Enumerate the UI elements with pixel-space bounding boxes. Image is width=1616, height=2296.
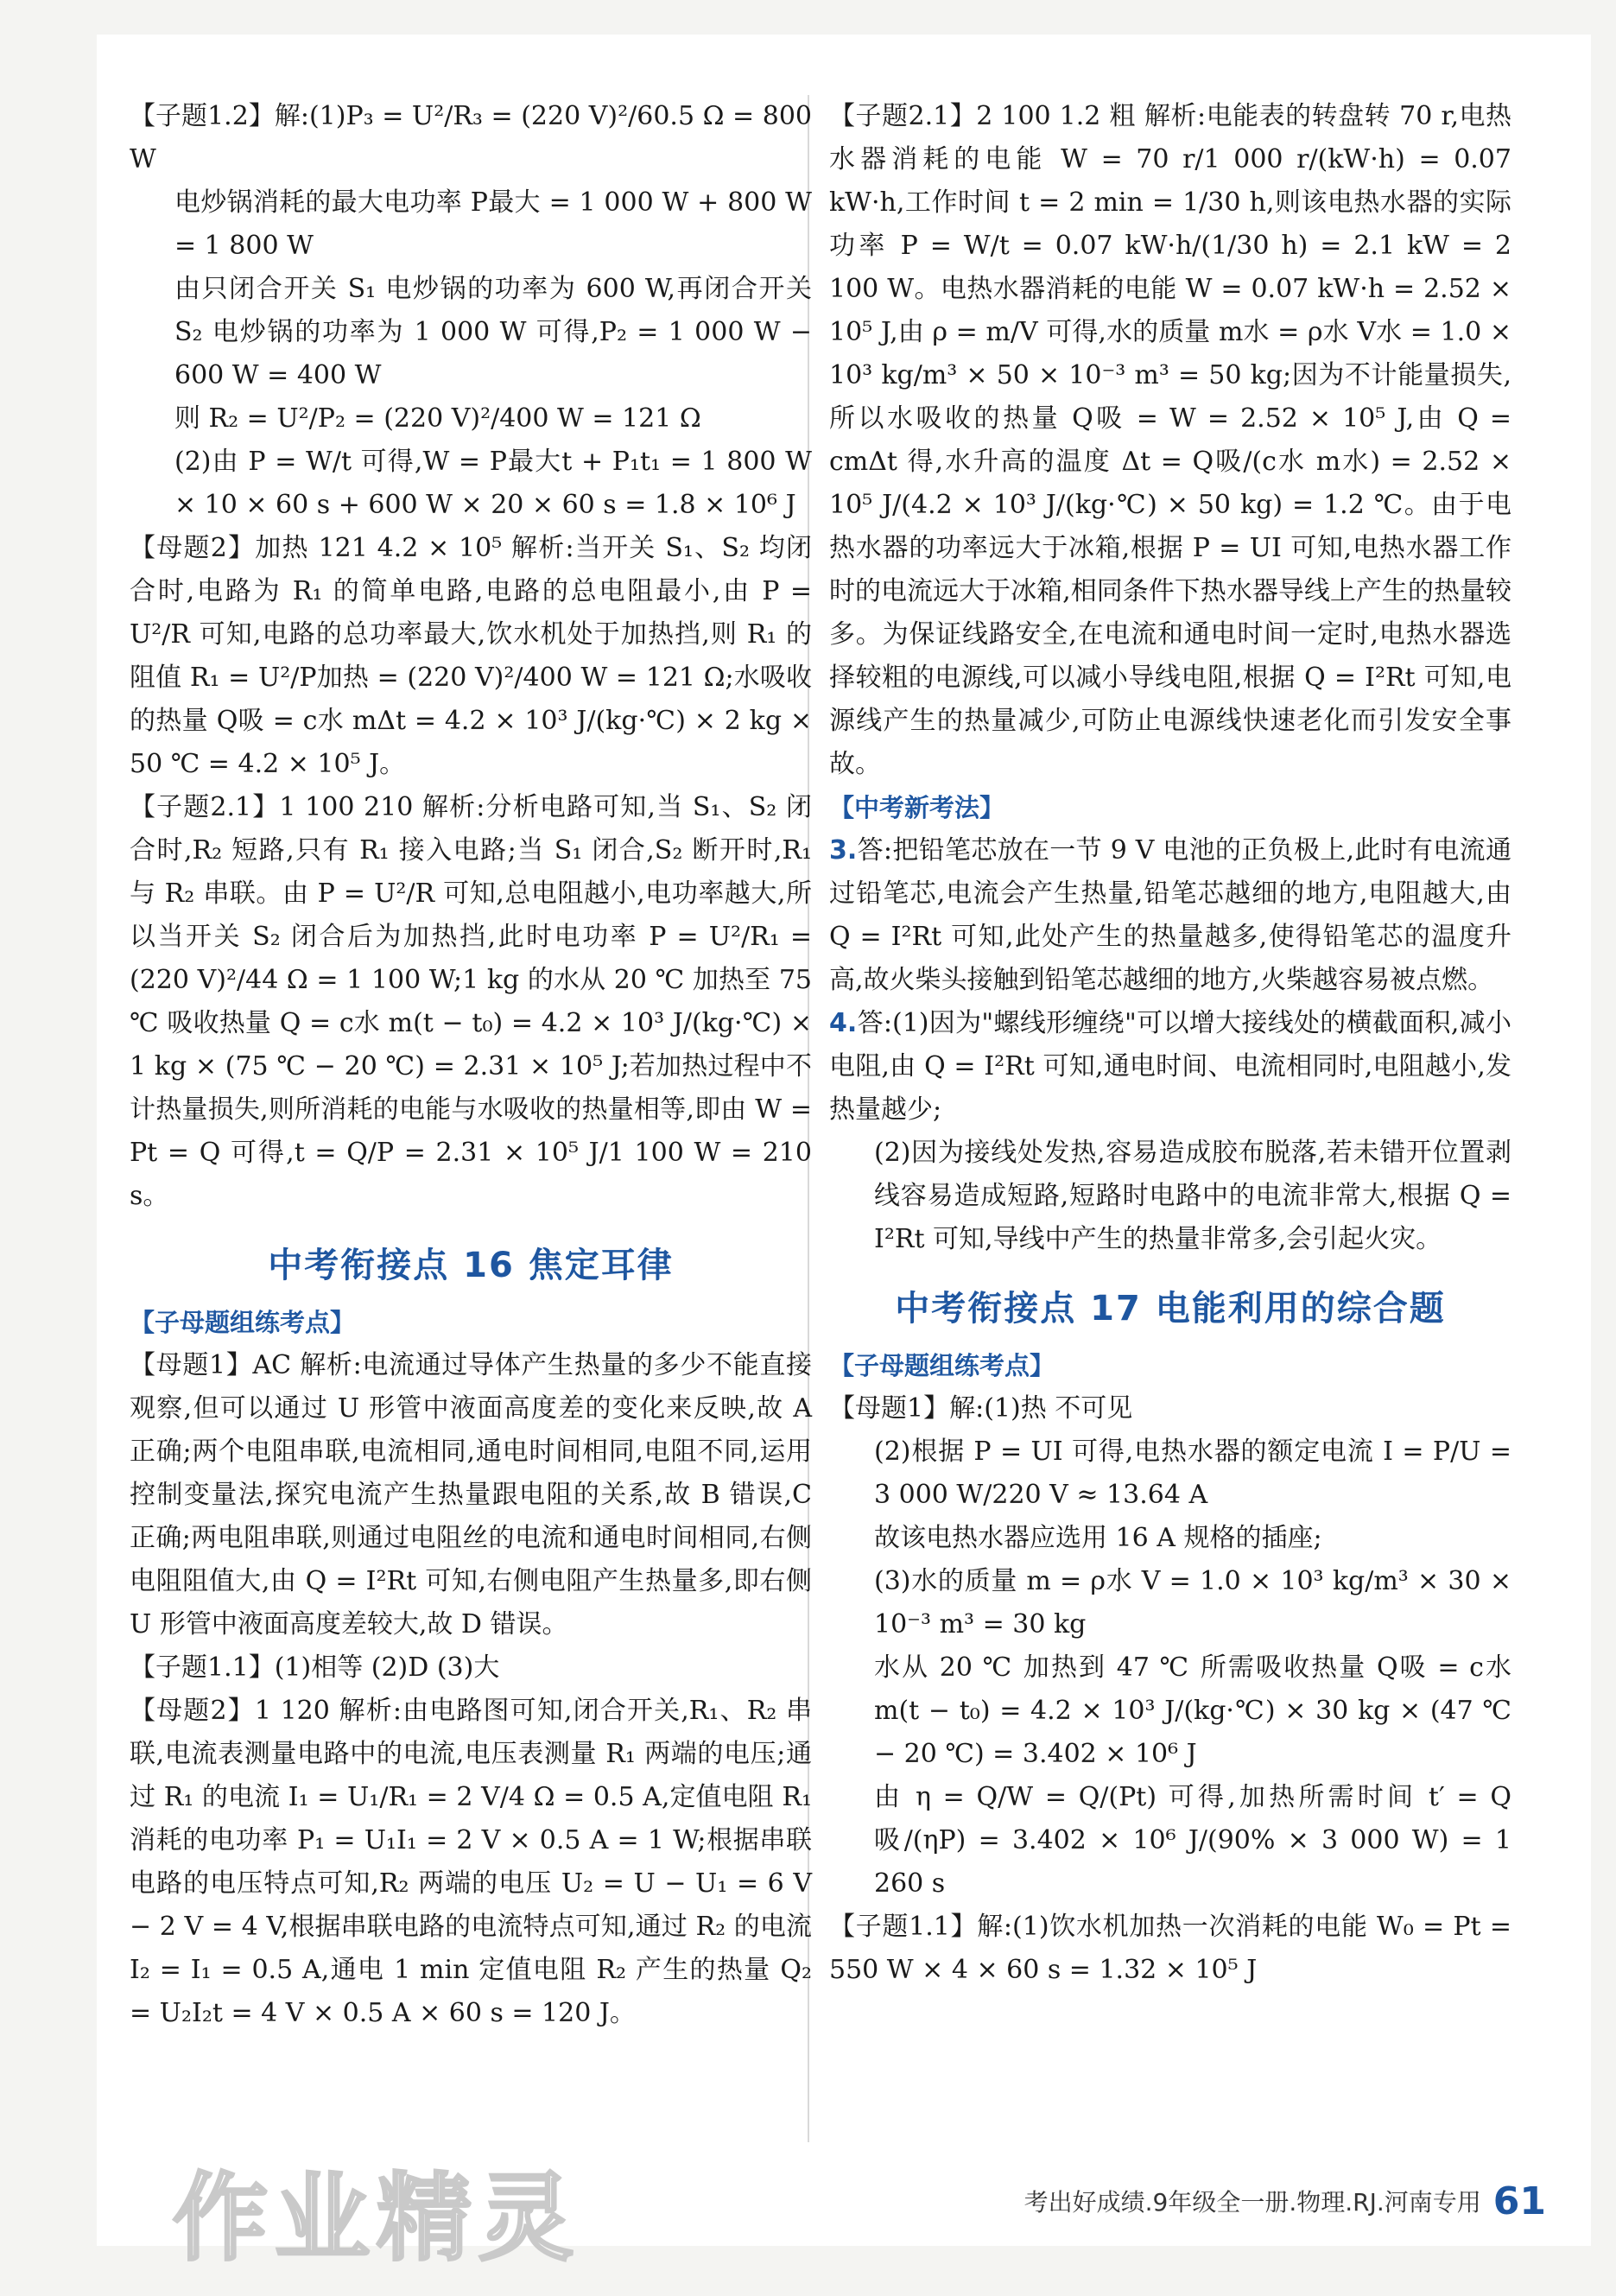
left-column <box>130 95 812 2035</box>
answer-paragraph: (3)水的质量 m = ρ水 V = 1.0 × 10³ kg/m³ × 30 × 10⁻³ m³ = 30 kg <box>874 1566 1511 1640</box>
answer-subquestion-1-1-right: 【子题1.1】解:(1)饮水机加热一次消耗的电能 W₀ = Pt = 550 W × 4 × 60 s = 1.32 × 10⁵ J <box>829 1912 1511 1985</box>
right-column <box>829 95 1511 1992</box>
answer-mother-question-1-right: 【母题1】解:(1)热 不可见 <box>829 1393 1133 1424</box>
answer-subquestion-1-1: 【子题1.1】(1)相等 (2)D (3)大 <box>130 1652 500 1683</box>
answer-paragraph: 水从 20 ℃ 加热到 47 ℃ 所需吸收热量 Q吸 = c水 m(t − t₀) = 4.2 × 10³ J/(kg·℃) × 30 kg × (47 ℃ − 20 ℃) = 3.402 × 10⁶ J <box>874 1652 1511 1769</box>
section-title-16: 中考衔接点 16 焦定耳律 <box>268 1246 674 1285</box>
answer-mother-question-1: 【母题1】AC 解析:电流通过导体产生热量的多少不能直接观察,但可以通过 U 形管中液面高度差的变化来反映,故 A 正确;两个电阻串联,电流相同,通电时间相同,电阻不同,运用控制变量法,探究电流产生热量跟电阻的关系,故 B 错误,C 正确;两电阻串联,则通过电阻丝的电流和通电时间相同,右侧电阻阻值大,由 Q = I²Rt 可知,右侧电阻产生热量多,即右侧 U 形管中液面高度差较大,故 D 错误。 <box>130 1350 812 1640</box>
watermark: 作业精灵 <box>173 2163 580 2274</box>
answer-mother-question-2b: 【母题2】1 120 解析:由电路图可知,闭合开关,R₁、R₂ 串联,电流表测量电路中的电流,电压表测量 R₁ 两端的电压;通过 R₁ 的电流 I₁ = U₁/R₁ = 2 V/4 Ω = 0.5 A,定值电阻 R₁ 消耗的电功率 P₁ = U₁I₁ = 2 V × 0.5 A = 1 W;根据串联电路的电压特点可知,R₂ 两端的电压 U₂ = U − U₁ = 6 V − 2 V = 4 V,根据串联电路的电流特点可知,通过 R₂ 的电流 I₂ = I₁ = 0.5 A,通电 1 min 定值电阻 R₂ 产生的热量 Q₂ = U₂I₂t = 4 V × 0.5 A × 60 s = 120 J。 <box>130 1696 812 2028</box>
answer-item-4 <box>829 1002 1511 1132</box>
section-title-17: 中考衔接点 17 电能利用的综合题 <box>895 1289 1446 1329</box>
answer-paragraph: 则 R₂ = U²/P₂ = (220 V)²/400 W = 121 Ω <box>174 403 701 434</box>
answer-paragraph: 由 η = Q/W = Q/(Pt) 可得,加热所需时间 t′ = Q吸/(ηP) = 3.402 × 10⁶ J/(90% × 3 000 W) = 1 260 s <box>874 1782 1511 1899</box>
answer-subquestion-2-1: 【子题2.1】1 100 210 解析:分析电路可知,当 S₁、S₂ 闭合时,R₂ 短路,只有 R₁ 接入电路;当 S₁ 闭合,S₂ 断开时,R₁ 与 R₂ 串联。由 P = U²/R 可知,总电阻越小,电功率越大,所以当开关 S₂ 闭合后为加热挡,此时电功率 P = U²/R₁ = (220 V)²/44 Ω = 1 100 W;1 kg 的水从 20 ℃ 加热至 75 ℃ 吸收热量 Q = c水 m(t − t₀) = 4.2 × 10³ J/(kg·℃) × 1 kg × (75 ℃ − 20 ℃) = 2.31 × 10⁵ J;若加热过程中不计热量损失,则所消耗的电能与水吸收的热量相等,即由 W = Pt = Q 可得,t = Q/P = 2.31 × 10⁵ J/1 100 W = 210 s。 <box>130 792 812 1211</box>
answer-paragraph: 由只闭合开关 S₁ 电炒锅的功率为 600 W,再闭合开关 S₂ 电炒锅的功率为 1 000 W 可得,P₂ = 1 000 W − 600 W = 400 W <box>174 274 812 390</box>
item-text: 答:(1)因为"螺线形缠绕"可以增大接线处的横截面积,减小电阻,由 Q = I²Rt 可知,通电时间、电流相同时,电阻越小,发热量越少; <box>829 1008 1511 1125</box>
sub-heading-practice: 【子母题组练考点】 <box>130 1308 356 1337</box>
page-footer <box>838 2175 1546 2227</box>
item-number: 3. <box>829 835 858 866</box>
answer-subquestion-2-1-right: 【子题2.1】2 100 1.2 粗 解析:电能表的转盘转 70 r,电热水器消耗的电能 W = 70 r/1 000 r/(kW·h) = 0.07 kW·h,工作时间 t = 2 min = 1/30 h,则该电热水器的实际功率 P = W/t = 0.07 kW·h/(1/30 h) = 2.1 kW = 2 100 W。电热水器消耗的电能 W = 0.07 kW·h = 2.52 × 10⁵ J,由 ρ = m/V 可得,水的质量 m水 = ρ水 V水 = 1.0 × 10³ kg/m³ × 50 × 10⁻³ m³ = 50 kg;因为不计能量损失,所以水吸收的热量 Q吸 = W = 2.52 × 10⁵ J,由 Q = cmΔt 得,水升高的温度 Δt = Q吸/(c水 m水) = 2.52 × 10⁵ J/(4.2 × 10³ J/(kg·℃) × 50 kg) = 1.2 ℃。由于电热水器的功率远大于冰箱,根据 P = UI 可知,电热水器工作时的电流远大于冰箱,相同条件下热水器导线上产生的热量较多。为保证线路安全,在电流和通电时间一定时,电热水器选择较粗的电源线,可以减小导线电阻,根据 Q = I²Rt 可知,电源线产生的热量减少,可防止电源线快速老化而引发安全事故。 <box>829 101 1511 779</box>
answer-mother-question-2: 【母题2】加热 121 4.2 × 10⁵ 解析:当开关 S₁、S₂ 均闭合时,电路为 R₁ 的简单电路,电路的总电阻最小,由 P = U²/R 可知,电路的总功率最大,饮水机处于加热挡,则 R₁ 的阻值 R₁ = U²/P加热 = (220 V)²/400 W = 121 Ω;水吸收的热量 Q吸 = c水 mΔt = 4.2 × 10³ J/(kg·℃) × 2 kg × 50 ℃ = 4.2 × 10⁵ J。 <box>130 533 812 779</box>
footer-book-info: 考出好成绩.9年级全一册.物理.RJ.河南专用 <box>1023 2188 1481 2217</box>
answer-paragraph: 故该电热水器应选用 16 A 规格的插座; <box>874 1523 1322 1553</box>
page-number: 61 <box>1492 2179 1546 2223</box>
answer-item-3 <box>829 829 1511 1002</box>
answer-item-4-part-2: (2)因为接线处发热,容易造成胶布脱落,若未错开位置剥线容易造成短路,短路时电路中的电流非常大,根据 Q = I²Rt 可知,导线中产生的热量非常多,会引起火灾。 <box>874 1138 1511 1254</box>
answer-paragraph: (2)由 P = W/t 可得,W = P最大t + P₁t₁ = 1 800 W × 10 × 60 s + 600 W × 20 × 60 s = 1.8 × 10⁶ J <box>174 447 812 520</box>
answer-paragraph: 电炒锅消耗的最大电功率 P最大 = 1 000 W + 800 W = 1 800 W <box>174 187 812 261</box>
sub-heading-practice-2: 【子母题组练考点】 <box>829 1351 1055 1380</box>
answer-paragraph: (2)根据 P = UI 可得,电热水器的额定电流 I = P/U = 3 000 W/220 V ≈ 13.64 A <box>874 1437 1511 1510</box>
item-text: 答:把铅笔芯放在一节 9 V 电池的正负极上,此时有电流通过铅笔芯,电流会产生热量,铅笔芯越细的地方,电阻越大,由 Q = I²Rt 可知,此处产生的热量越多,使得铅笔芯的温度升高,故火柴头接触到铅笔芯越细的地方,火柴越容易被点燃。 <box>829 835 1511 995</box>
item-number: 4. <box>829 1008 858 1038</box>
sub-heading-new-method: 【中考新考法】 <box>829 793 1005 822</box>
answer-subquestion-1-2: 【子题1.2】解:(1)P₃ = U²/R₃ = (220 V)²/60.5 Ω = 800 W <box>130 101 812 174</box>
